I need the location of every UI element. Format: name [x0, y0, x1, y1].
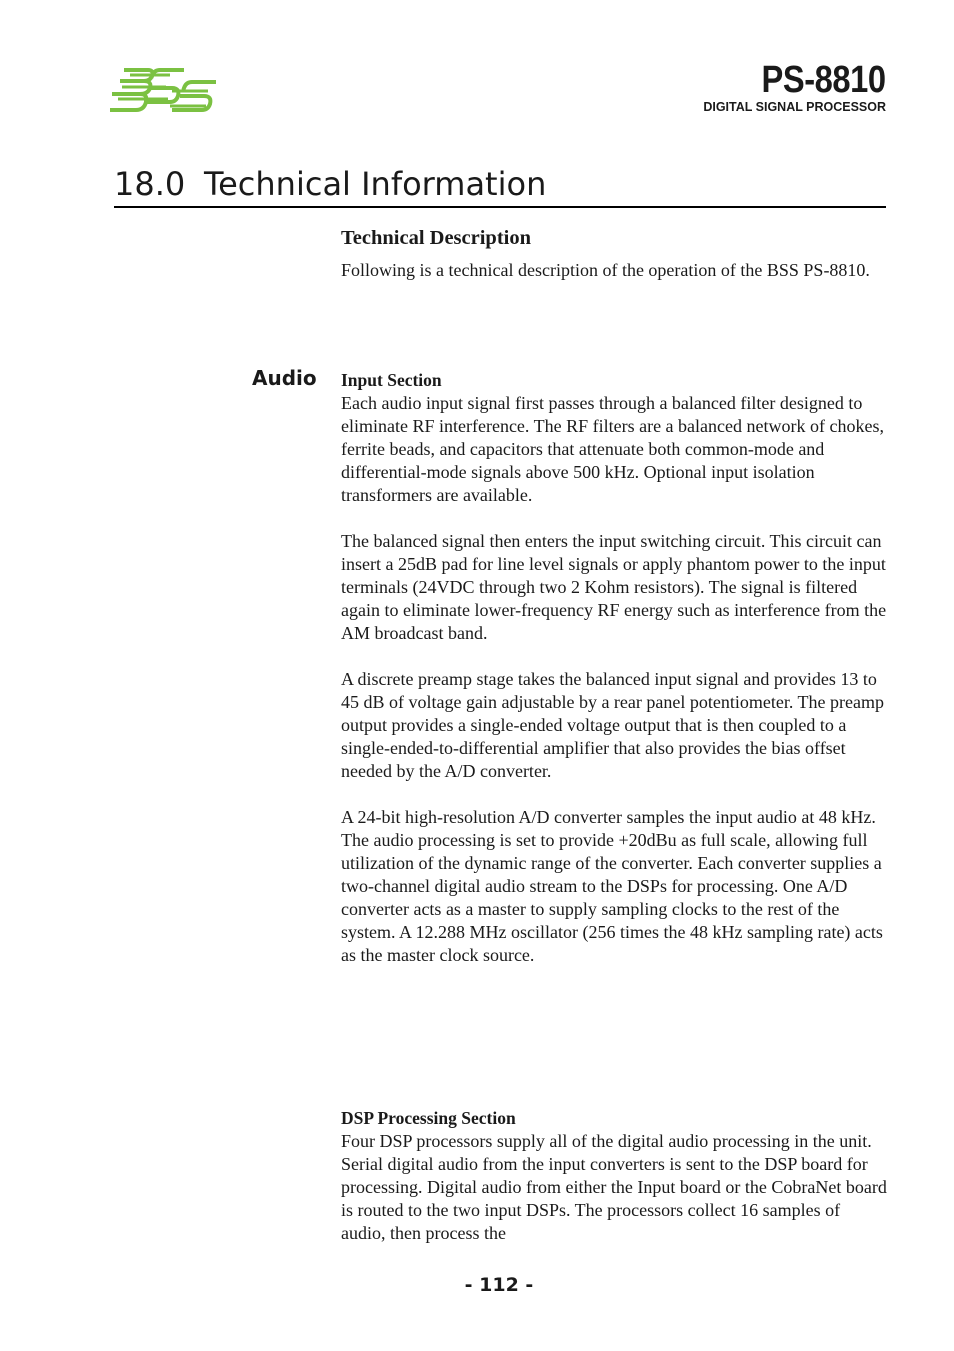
product-header	[703, 60, 886, 114]
technical-description-intro: Following is a technical description of the operation of the BSS PS-8810.	[341, 260, 870, 280]
input-paragraph: Each audio input signal first passes through a balanced filter designed to eliminate RF interference. The RF filters are a balanced network of chokes, ferrite beads, and capacitors that attenuate both common-mode and differential-mode signals above 500 kHz. Optional input isolation transformers are available.	[341, 393, 884, 505]
input-section	[341, 369, 889, 990]
page-number-text: - 112 -	[464, 1274, 534, 1296]
dsp-paragraph: Four DSP processors supply all of the digital audio processing in the unit. Serial digital audio from the input converters is sent to the DSP board for processing. Digital audio from either the Input board or the CobraNet board is routed to the two input DSPs. The processors collect 16 samples of audio, then process the	[341, 1131, 887, 1243]
title-rule	[114, 206, 886, 208]
dsp-section	[341, 1107, 889, 1268]
dsp-section-heading: DSP Processing Section	[341, 1108, 516, 1128]
input-section-heading: Input Section	[341, 370, 442, 390]
page-number	[0, 1272, 954, 1298]
side-label-audio: Audio	[252, 366, 317, 390]
chapter-number: 18.0	[114, 165, 186, 203]
input-paragraph: A discrete preamp stage takes the balanced input signal and provides 13 to 45 dB of voltage gain adjustable by a rear panel potentiometer. The preamp output provides a single-ended voltage output that is then coupled to a single-ended-to-differential amplifier that also provides the bias offset needed by the A/D converter.	[341, 669, 884, 781]
chapter-title-text: Technical Information	[204, 165, 547, 203]
product-name: PS-8810	[761, 59, 886, 101]
input-paragraph: A 24-bit high-resolution A/D converter samples the input audio at 48 kHz. The audio processing is set to provide +20dBu as full scale, allowing full utilization of the dynamic range of the converter. Each converter supplies a two-channel digital audio stream to the DSPs for processing. One A/D converter acts as a master to supply sampling clocks to the rest of the system. A 12.288 MHz oscillator (256 times the 48 kHz sampling rate) acts as the master clock source.	[341, 807, 883, 965]
product-subtitle: DIGITAL SIGNAL PROCESSOR	[703, 100, 886, 114]
input-paragraph: The balanced signal then enters the input switching circuit. This circuit can insert a 25dB pad for line level signals or apply phantom power to the input terminals (24VDC through two 2 Kohm resistors). The signal is filtered again to eliminate lower-frequency RF energy such as interference from the AM broadcast band.	[341, 531, 887, 643]
technical-description-heading: Technical Description	[341, 227, 532, 249]
bss-logo-icon	[110, 66, 218, 114]
chapter-title	[114, 164, 546, 204]
